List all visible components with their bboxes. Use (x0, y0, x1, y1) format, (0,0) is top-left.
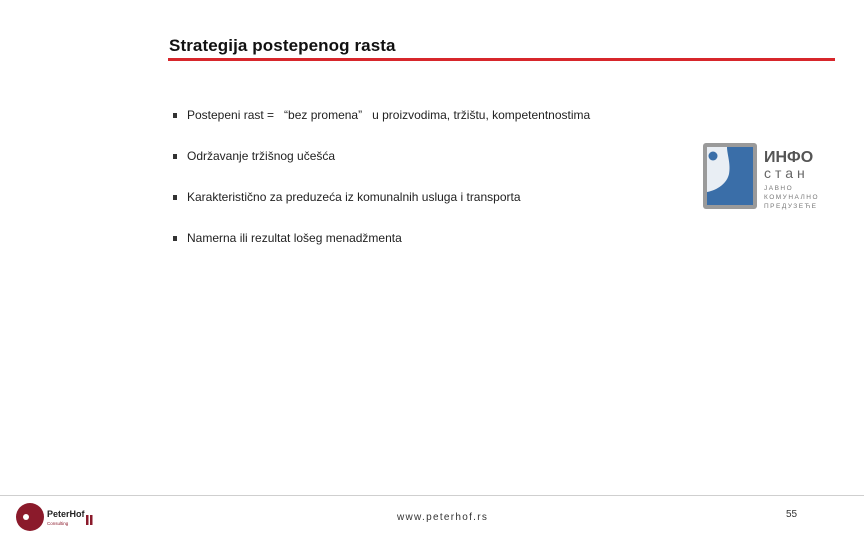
bullet-marker-icon (173, 154, 177, 159)
peterhof-emblem-icon (16, 503, 44, 531)
title-underline (168, 58, 835, 61)
bullet-item-2 (173, 149, 335, 163)
infostan-logo-line2: стан (764, 165, 809, 181)
infostan-emblem-icon (703, 143, 757, 209)
bullet-marker-icon (173, 195, 177, 200)
infostan-logo-line5: ПРЕДУЗЕЋЕ (764, 203, 818, 210)
peterhof-tagline: Consulting (47, 521, 69, 526)
bullet-text-1: Postepeni rast = “bez promena” u proizvodima, tržištu, kompetentnostima (187, 108, 591, 122)
infostan-logo-line4: КОМУНАЛНО (764, 194, 820, 201)
bullet-item-4 (173, 231, 402, 245)
peterhof-logo (14, 501, 94, 533)
page-number: 55 (786, 509, 798, 520)
bullet-text-2: Održavanje tržišnog učešća (187, 149, 336, 163)
peterhof-brand-name: PeterHof (47, 509, 85, 519)
bullet-marker-icon (173, 113, 177, 118)
bullet-item-3 (173, 190, 521, 204)
bullet-marker-icon (173, 236, 177, 241)
infostan-logo (700, 140, 835, 212)
bullet-text-3: Karakteristično za preduzeća iz komunalnih usluga i transporta (187, 190, 521, 204)
bullet-item-1 (173, 108, 590, 122)
footer-divider (0, 495, 864, 496)
footer-website-link[interactable]: www.peterhof.rs (397, 512, 489, 523)
bullet-text-4: Namerna ili rezultat lošeg menadžmenta (187, 231, 402, 245)
slide-title: Strategija postepenog rasta (169, 36, 396, 55)
infostan-logo-line3: ЈАВНО (764, 185, 794, 192)
infostan-logo-line1: ИНФО (764, 149, 814, 166)
